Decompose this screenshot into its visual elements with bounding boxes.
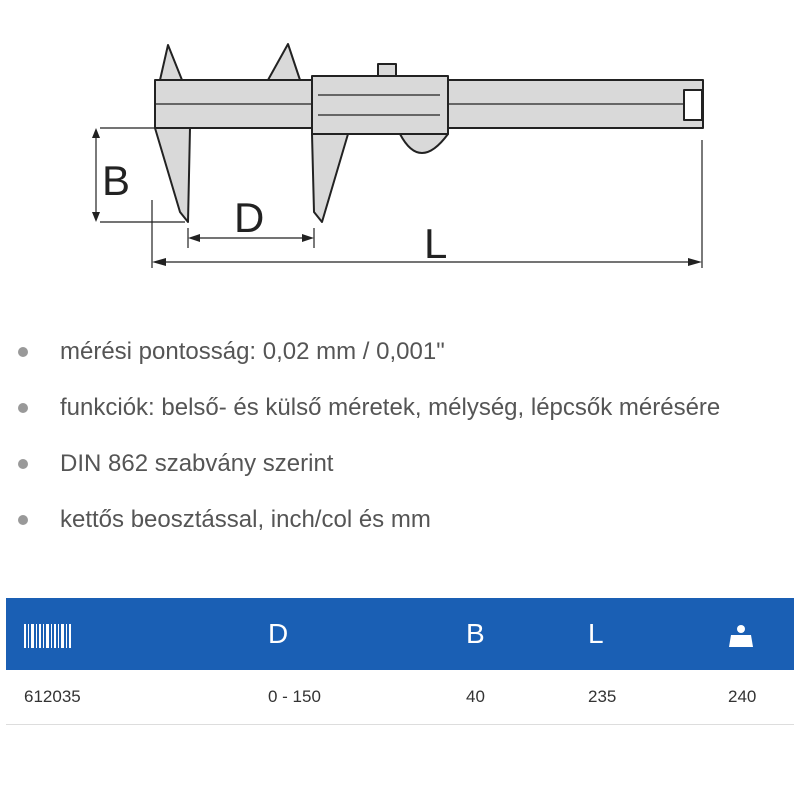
- header-b: B: [466, 598, 588, 670]
- movable-lower-jaw: [312, 134, 348, 222]
- cell-code: 612035: [6, 670, 268, 725]
- cell-b: 40: [466, 670, 588, 725]
- feature-text: kettős beosztással, inch/col és mm: [60, 506, 431, 533]
- header-code: [6, 598, 268, 670]
- label-l: L: [424, 220, 448, 267]
- table-row: [6, 670, 794, 725]
- caliper-diagram: [0, 0, 800, 300]
- cell-l: 235: [588, 670, 728, 725]
- thumb-wheel: [400, 134, 448, 153]
- weight-icon: [728, 623, 754, 649]
- barcode-icon: [24, 624, 72, 648]
- table-header-row: [6, 598, 794, 670]
- feature-item: [0, 386, 800, 442]
- fixed-upper-jaw: [160, 45, 182, 80]
- bullet-icon: [18, 347, 28, 357]
- feature-list: [0, 330, 800, 554]
- header-weight: [728, 598, 794, 670]
- bullet-icon: [18, 515, 28, 525]
- feature-text: DIN 862 szabvány szerint: [60, 450, 334, 477]
- feature-text: funkciók: belső- és külső méretek, mélység, lépcsők mérésére: [60, 394, 721, 421]
- bullet-icon: [18, 459, 28, 469]
- lock-screw: [378, 64, 396, 76]
- spec-table: [6, 598, 794, 725]
- feature-item: [0, 442, 800, 498]
- header-d: D: [268, 598, 466, 670]
- fixed-lower-jaw: [155, 128, 190, 222]
- cell-weight: 240: [728, 670, 794, 725]
- bullet-icon: [18, 403, 28, 413]
- header-l: L: [588, 598, 728, 670]
- label-b: B: [102, 157, 131, 204]
- feature-item: [0, 498, 800, 554]
- feature-item: [0, 330, 800, 386]
- feature-text: mérési pontosság: 0,02 mm / 0,001": [60, 338, 445, 365]
- beam-end: [684, 90, 702, 120]
- slider-body: [312, 76, 448, 134]
- movable-upper-jaw: [268, 44, 300, 80]
- label-d: D: [234, 194, 265, 241]
- cell-d: 0 - 150: [268, 670, 466, 725]
